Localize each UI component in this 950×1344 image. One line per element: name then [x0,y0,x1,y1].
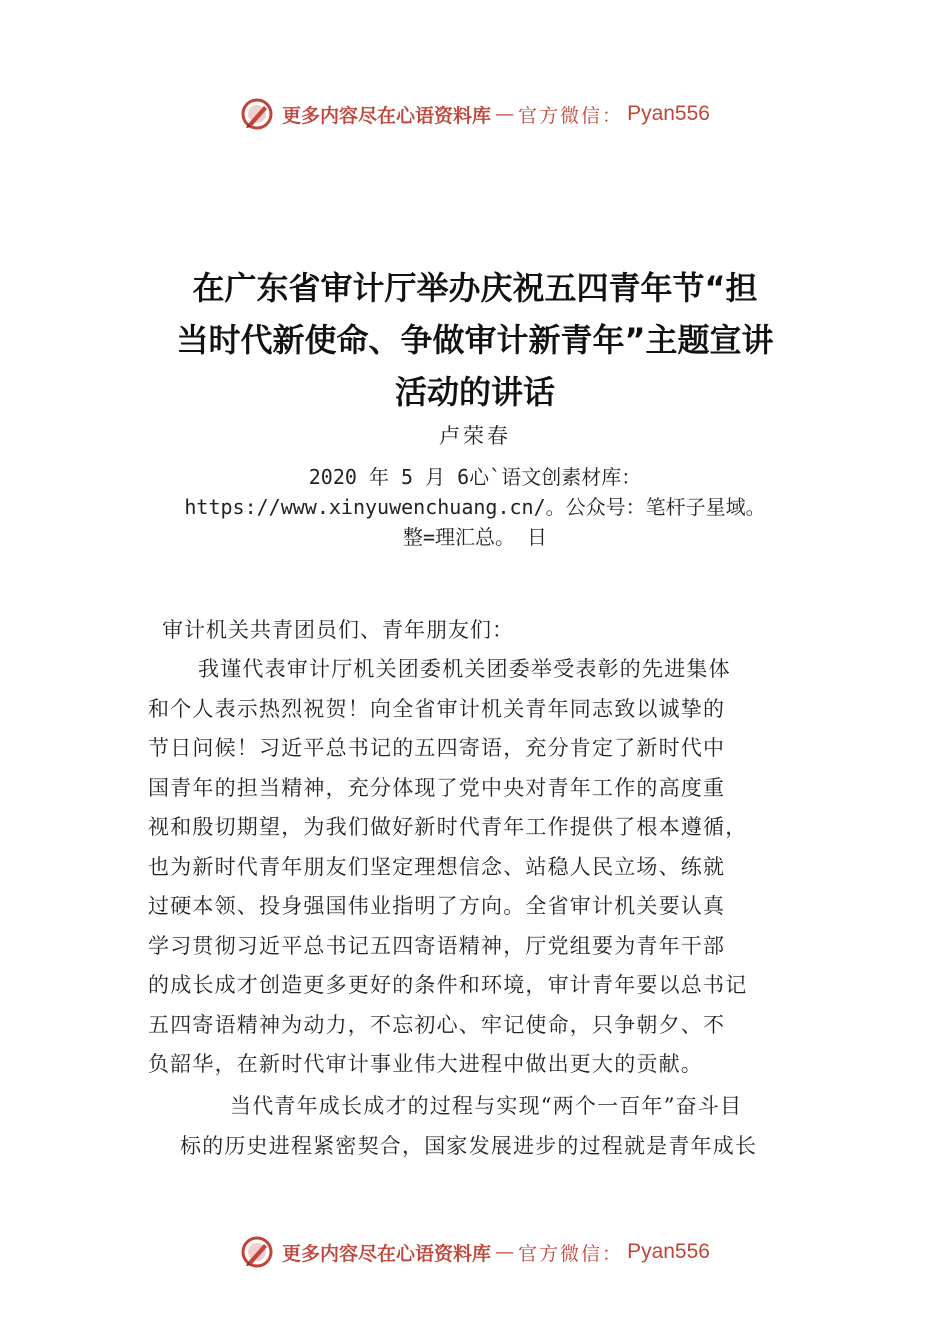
paragraph-line: 标的历史进程紧密契合，国家发展进步的过程就是青年成长 [180,1133,758,1158]
body-paragraph [148,1087,828,1166]
paragraph-line: 我谨代表审计厅机关团委机关团委举受表彰的先进集体 [198,657,731,681]
paragraph-line: 当代青年成长成才的过程与实现“两个一百年”奋斗目 [230,1094,743,1118]
pen-logo-icon [240,1235,274,1269]
title-line: 当时代新使命、争做审计新青年”主题宣讲 [176,321,774,359]
meta-line: https://www.xinyuwenchuang.cn/。公众号：笔杆子星域。 [184,495,766,519]
paragraph-line: 节日问候！习近平总书记的五四寄语，充分肯定了新时代中 [148,736,726,760]
banner-brand: 更多内容尽在心语资料库 [282,1242,492,1265]
title-line: 活动的讲话 [394,373,555,411]
banner-wechat-id: Pyan556 [627,1240,710,1263]
document-title [120,262,830,418]
paragraph-line: 也为新时代青年朋友们坚定理想信念、站稳人民立场、练就 [148,854,726,879]
paragraph-line: 学习贯彻习近平总书记五四寄语精神，厅党组要为青年干部 [148,933,726,958]
header-banner [0,94,950,134]
paragraph-line: 负韶华，在新时代审计事业伟大进程中做出更大的贡献。 [148,1052,703,1076]
banner-wechat-label: 官方微信： [518,1242,624,1265]
title-line: 在广东省审计厅举办庆祝五四青年节“担 [192,269,758,307]
author-name: 卢荣春 [439,424,511,448]
paragraph-line: 视和殷切期望，为我们做好新时代青年工作提供了根本遵循， [148,815,748,839]
meta-line: 整=理汇总。 日 [402,525,548,549]
document-meta [60,462,890,552]
paragraph-line: 五四寄语精神为动力，不忘初心、牢记使命，只争朝夕、不 [148,1012,726,1037]
paragraph-line: 和个人表示热烈祝贺！向全省审计机关青年同志致以诚挚的 [148,696,726,721]
meta-line: 2020 年 5 月 6心`语文创素材库： [308,465,642,489]
banner-wechat-label: 官方微信： [518,104,624,127]
pen-logo-icon [240,97,274,131]
paragraph-line: 的成长成才创造更多更好的条件和环境，审计青年要以总书记 [148,973,748,997]
body-paragraph [148,650,828,1085]
banner-dash: — [495,103,515,125]
banner-dash: — [495,1241,515,1263]
footer-banner [0,1232,950,1272]
banner-brand: 更多内容尽在心语资料库 [282,104,492,127]
salutation: 审计机关共青团员们、青年朋友们： [162,618,514,642]
banner-wechat-id: Pyan556 [627,102,710,125]
paragraph-line: 国青年的担当精神，充分体现了党中央对青年工作的高度重 [148,775,726,800]
paragraph-line: 过硬本领、投身强国伟业指明了方向。全省审计机关要认真 [148,894,726,918]
